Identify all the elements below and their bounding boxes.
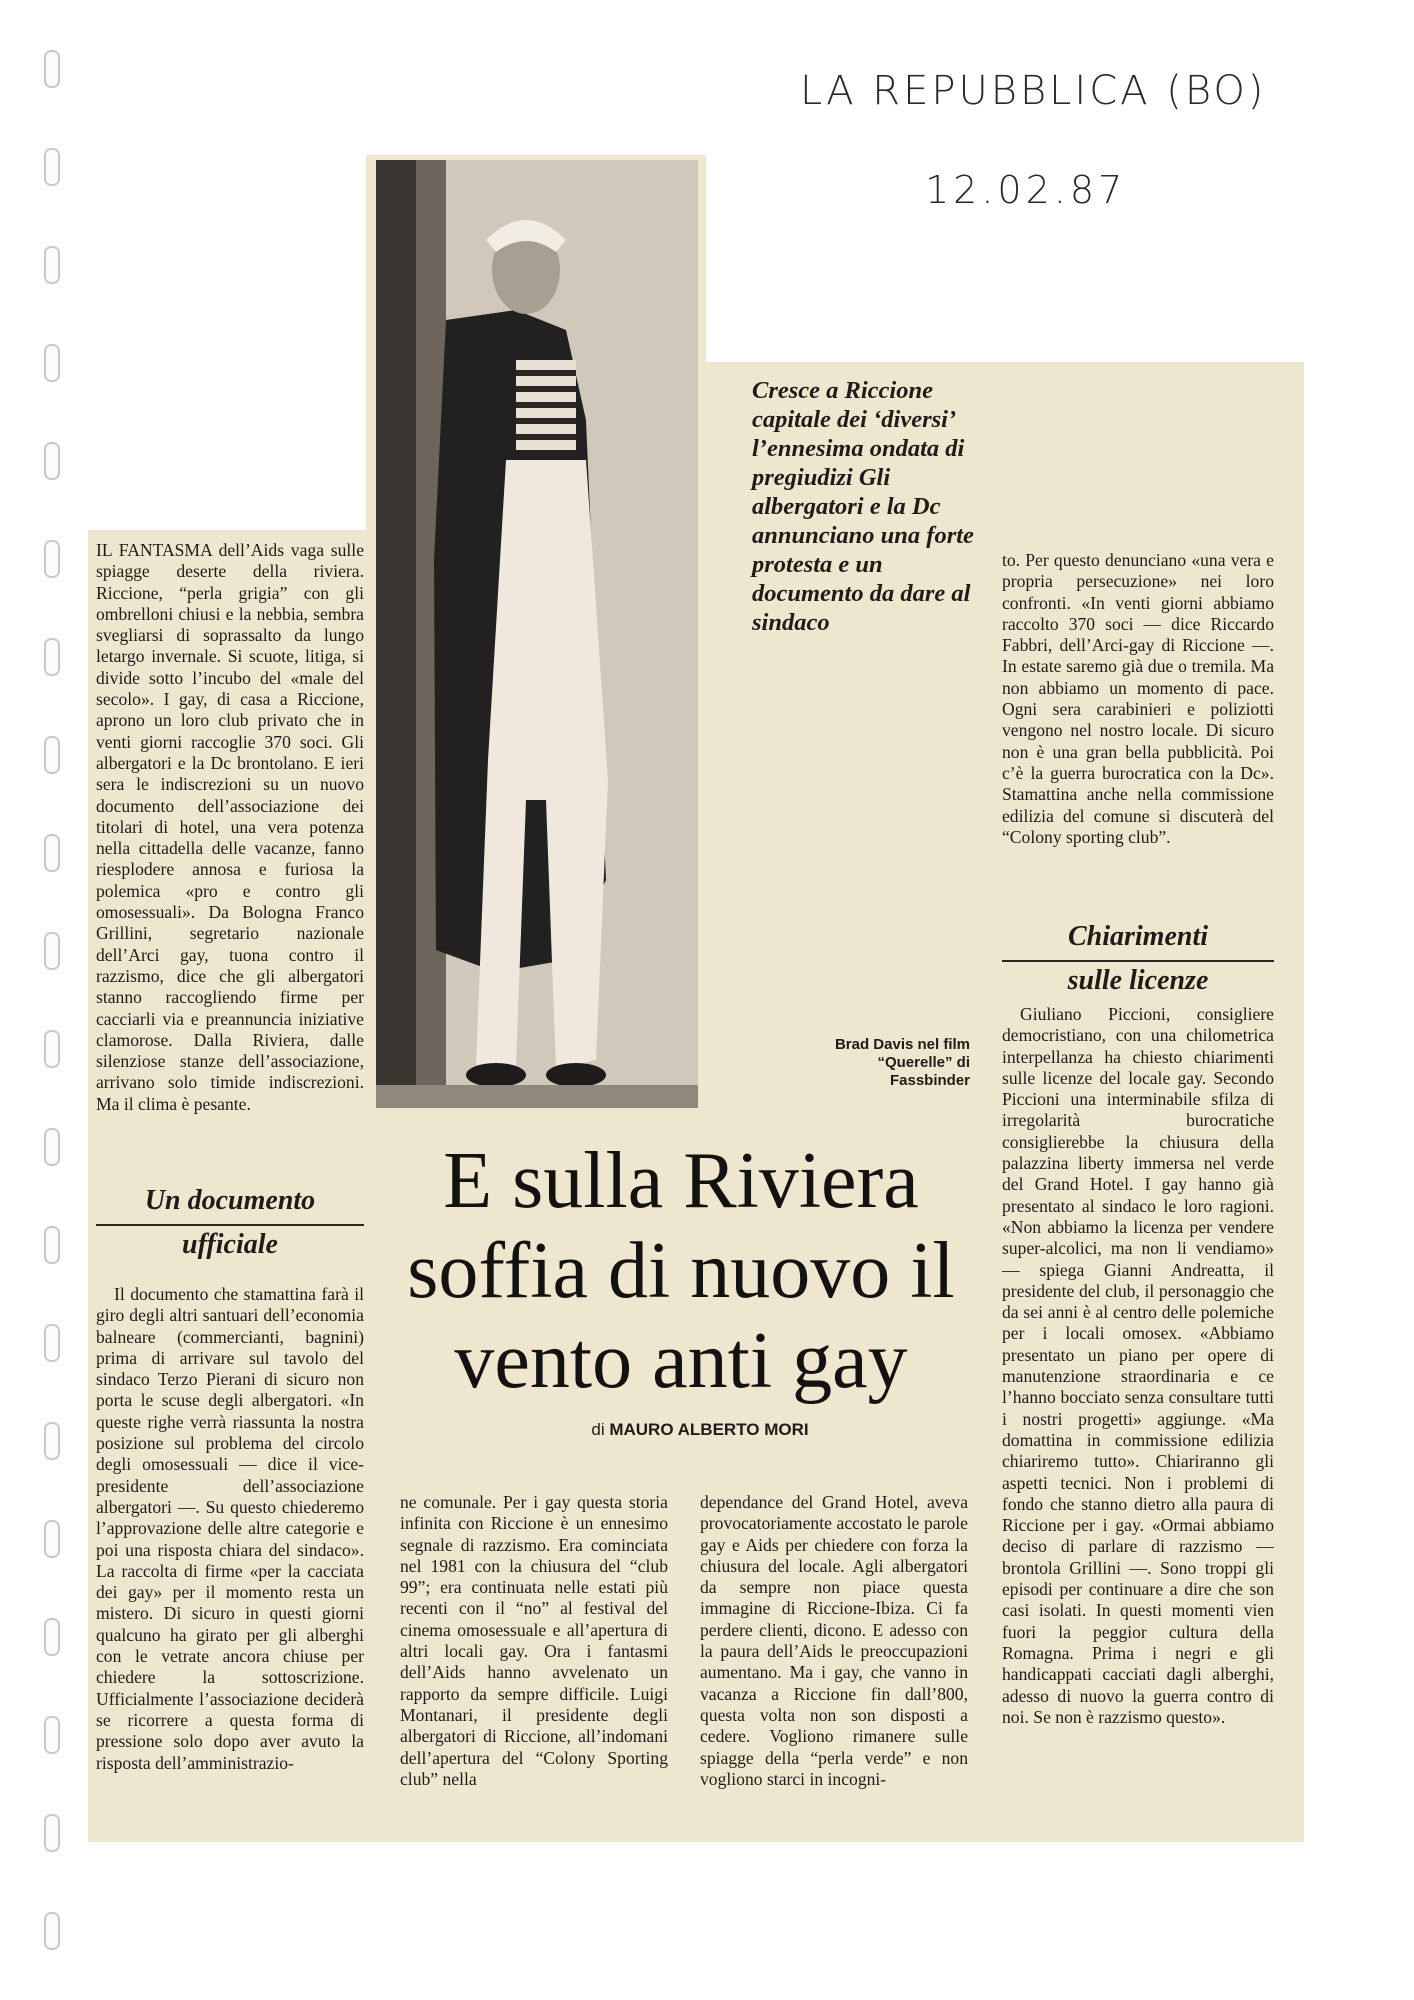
photo-caption: Brad Davis nel film “Querelle” di Fassbinder bbox=[834, 1036, 970, 1089]
binder-hole bbox=[44, 540, 60, 578]
handwritten-source-note: LA REPUBBLICA (BO) bbox=[800, 68, 1267, 114]
binder-hole bbox=[44, 148, 60, 186]
subhead-line: ufficiale bbox=[182, 1229, 278, 1260]
binder-hole bbox=[44, 932, 60, 970]
column-3-text bbox=[700, 1492, 968, 1790]
binder-hole bbox=[44, 736, 60, 774]
byline-prefix: di bbox=[591, 1420, 605, 1439]
column-2-text bbox=[400, 1492, 668, 1790]
binder-hole bbox=[44, 834, 60, 872]
subhead-chiarimenti bbox=[1002, 918, 1274, 1000]
binder-hole bbox=[44, 1520, 60, 1558]
binder-hole bbox=[44, 1324, 60, 1362]
binder-hole bbox=[44, 50, 60, 88]
photo-illustration bbox=[376, 160, 698, 1108]
binder-hole bbox=[44, 442, 60, 480]
binder-hole bbox=[44, 1030, 60, 1068]
subhead-rule bbox=[1002, 960, 1274, 962]
binder-hole bbox=[44, 246, 60, 284]
binder-hole bbox=[44, 1618, 60, 1656]
paragraph: Giuliano Piccioni, consigliere democristiano, con una chilometrica interpellanza ha chiesto chiarimenti sulle licenze del locale gay. Secondo Piccioni una interminabile sfilza di irregolarità burocratiche consiglierebbe la chiusura della palazzina liberty immersa nel verde del Grand Hotel. I gay hanno già presentato al sindaco le loro ragioni. «Non abbiamo la licenza per vendere super-alcolici, ma non li vendiamo» — spiega Gianni Andreatta, il presidente del club, il personaggio che da sei anni è al centro delle polemiche per i locali omosex. «Abbiamo presentato un piano per opere di manutenzione straordinaria e ce l’hanno bocciato senza consultare tutti i nostri progetti» aggiunge. «Ma domattina in commissione edilizia chiariremo tutto». Chiariranno gli aspetti tecnici. Non i problemi di fondo che stanno dietro alla paura di Riccione per i gay. «Ormai abbiamo deciso di parlare di razzismo — brontola Grillini —. Sono troppi gli episodi per continuare a dire che son casi isolati. In questi momenti vien fuori la peggior cultura della Romagna. Prima i negri e gli handicappati cacciati dagli alberghi, adesso di nuovo la guerra contro di noi. Se non è razzismo questo». bbox=[1002, 1004, 1274, 1727]
subhead-line: Chiarimenti bbox=[1067, 921, 1209, 952]
headline: E sulla Riviera soffia di nuovo il vento anti gay bbox=[407, 1137, 955, 1405]
binder-hole bbox=[44, 1814, 60, 1852]
paragraph: Il documento che stamattina farà il giro degli altri santuari dell’economia balneare (commercianti, bagnini) prima di arrivare sul tavolo del sindaco Terzo Pierani di sicuro non porta le scuse degli albergatori. «In queste righe verrà riassunta la nostra posizione sul problema del circolo degli omosessuali — dice il vice-presidente dell’associazione albergatori —. Su questo chiederemo l’approvazione delle altre categorie e poi una risposta chiara del sindaco». La raccolta di firme «per la cacciata dei gay» per il momento resta un mistero. Di sicuro in questi giorni qualcuno ha girato per gli alberghi con le vetrate ancora chiuse per chiedere la sottoscrizione. Ufficialmente l’associazione deciderà se ricorrere a questa forma di pressione solo dopo aver avuto la risposta dell’amministrazio- bbox=[96, 1284, 364, 1773]
subhead-line: Un documento bbox=[144, 1185, 316, 1216]
paragraph: ne comunale. Per i gay questa storia infinita con Riccione è un ennesimo segnale di razzismo. Era cominciata nel 1981 con la chiusura del “club 99”; era continuata nelle estati più recenti con il “no” al festival del cinema omosessuale e all’apertura di altri locali gay. Ora i fantasmi dell’Aids hanno avvelenato un rapporto da sempre difficile. Luigi Montanari, il presidente degli albergatori di Riccione, all’indomani dell’apertura del “Colony Sporting club” nella bbox=[400, 1492, 668, 1789]
binder-hole bbox=[44, 1716, 60, 1754]
column-4b-text bbox=[1002, 1004, 1274, 1728]
article-deck: Cresce a Riccione capitale dei ‘diversi’ l’ennesima ondata di pregiudizi Gli albergatori e la Dc annunciano una forte protesta e un documento da dare al sindaco bbox=[752, 377, 974, 636]
binder-hole bbox=[44, 344, 60, 382]
photo-brad-davis bbox=[376, 160, 698, 1108]
binder-hole bbox=[44, 638, 60, 676]
byline-author: MAURO ALBERTO MORI bbox=[609, 1420, 809, 1439]
paragraph: dependance del Grand Hotel, aveva provocatoriamente accostato le parole gay e Aids per chiedere con forza la chiusura del locale. Agli albergatori da sempre non piace questa immagine di Riccione-Ibiza. Ci fa perdere clienti, dicono. E adesso con la paura dell’Aids le preoccupazioni aumentano. Ma i gay, che vanno in vacanza a Riccione fin dall’800, questa volta non son disposti a cedere. Vogliono rimanere sulle spiagge della “perla verde” e non vogliono starci in incogni- bbox=[700, 1492, 968, 1789]
binder-hole bbox=[44, 1226, 60, 1264]
byline bbox=[540, 1420, 860, 1440]
paragraph: IL FANTASMA dell’Aids vaga sulle spiagge deserte della riviera. Riccione, “perla grigia” con gli ombrelloni chiusi e la nebbia, sembra svegliarsi di soprassalto da lungo letargo invernale. Si scuote, litiga, si divide sotto l’incubo del «male del secolo». I gay, di casa a Riccione, aprono un loro club privato che in venti giorni raccoglie 370 soci. Gli albergatori e la Dc brontolano. E ieri sera le indiscrezioni su un nuovo documento dell’associazione dei titolari di hotel, una vera potenza nella cittadella delle vacanze, fanno riesplodere annosa e furiosa la polemica «pro e contro gli omosessuali». Da Bologna Franco Grillini, segretario nazionale dell’Arci gay, tuona contro il razzismo, dice che gli albergatori stanno raccogliendo firme per cacciarli via e preannuncia iniziative clamorose. Dalla Riviera, dalle silenziose stanze dell’associazione, arrivano solo timide indiscrezioni. Ma il clima è pesante. bbox=[96, 540, 364, 1114]
binder-hole bbox=[44, 1912, 60, 1950]
column-1b-text bbox=[96, 1284, 364, 1774]
subhead-line: sulle licenze bbox=[1067, 965, 1209, 996]
column-1-text bbox=[96, 540, 364, 1115]
subhead-rule bbox=[96, 1224, 364, 1226]
column-4-text bbox=[1002, 550, 1274, 848]
handwritten-date-note: 12.02.87 bbox=[925, 168, 1127, 212]
paragraph: to. Per questo denunciano «una vera e propria persecuzione» nei loro confronti. «In venti giorni abbiamo raccolto 370 soci — dice Riccardo Fabbri, dell’Arci-gay di Riccione —. In estate saremo già due o tremila. Ma non abbiamo un momento di pace. Ogni sera carabinieri e poliziotti vengono nel nostro locale. Di sicuro non è una gran bella pubblicità. Poi c’è la guerra burocratica con la Dc». Stamattina anche nella commissione edilizia del comune si discuterà del “Colony sporting club”. bbox=[1002, 550, 1274, 847]
binder-hole bbox=[44, 1422, 60, 1460]
subhead-documento bbox=[96, 1182, 364, 1264]
binder-hole bbox=[44, 1128, 60, 1166]
